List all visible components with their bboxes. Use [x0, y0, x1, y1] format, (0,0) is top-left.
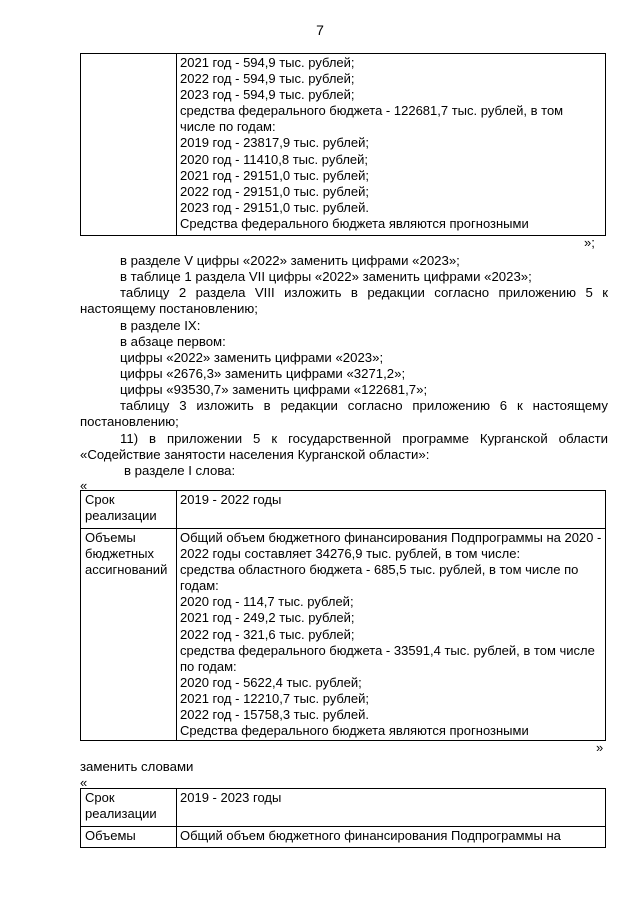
table-line: Средства федерального бюджета являются прогнозными — [180, 723, 529, 739]
table-line: 2021 год - 594,9 тыс. рублей; — [180, 55, 355, 70]
paragraph: в разделе I слова: — [124, 463, 236, 478]
table-value-cell — [177, 529, 605, 740]
table-line: 2021 год - 249,2 тыс. рублей; — [180, 610, 355, 626]
closing-quote: » — [596, 740, 604, 755]
table-line: 2022 год - 15758,3 тыс. рублей. — [180, 707, 369, 723]
table-label-cell: Срок реализации — [81, 789, 177, 826]
table-value-cell: 2019 - 2023 годы — [180, 790, 282, 805]
table-line: 2022 год - 321,6 тыс. рублей; — [180, 626, 355, 642]
table-continuation — [80, 53, 606, 236]
table-line: 2020 год - 114,7 тыс. рублей; — [180, 594, 354, 610]
paragraph: цифры «93530,7» заменить цифрами «122681,7»; — [120, 382, 428, 397]
closing-quote: »; — [584, 235, 595, 250]
table-line: 2021 год - 12210,7 тыс. рублей; — [180, 690, 369, 706]
table-line: средства областного бюджета - 685,5 тыс. рублей, в том числе по годам: — [180, 562, 579, 594]
table-label-cell: Срок реализации — [81, 491, 177, 528]
table-label-cell-empty — [81, 54, 177, 235]
table-line: средства федерального бюджета - 33591,4 тыс. рублей, в том числе по годам: — [180, 642, 595, 674]
table-line: Средства федерального бюджета являются прогнозными — [180, 215, 529, 231]
table-value-cell: 2019 - 2022 годы — [180, 492, 282, 507]
table-new-text — [80, 788, 606, 848]
paragraph: таблицу 3 изложить в редакции согласно приложению 6 к настоящему постановлению; — [80, 398, 608, 430]
table-line: 2023 год - 29151,0 тыс. рублей. — [180, 199, 369, 215]
table-label-cell: Объемы бюджетных ассигнований — [81, 529, 177, 740]
paragraph: заменить словами — [80, 759, 194, 774]
paragraph: в разделе V цифры «2022» заменить цифрами «2023»; — [120, 253, 460, 268]
paragraph: таблицу 2 раздела VIII изложить в редакции согласно приложению 5 к настоящему постановлению; — [80, 285, 608, 317]
table-line: Общий объем бюджетного финансирования Подпрограммы на 2020 - 2022 годы составляет 34276,9 тыс. рублей, в том числе: — [180, 530, 602, 562]
table-line: 2022 год - 29151,0 тыс. рублей; — [180, 183, 369, 199]
table-value-cell: Общий объем бюджетного финансирования Подпрограммы на — [180, 828, 561, 843]
table-label-cell: Объемы — [81, 827, 177, 847]
paragraph: в таблице 1 раздела VII цифры «2022» заменить цифрами «2023»; — [120, 269, 532, 284]
paragraph: в абзаце первом: — [120, 334, 226, 349]
table-line: 2020 год - 11410,8 тыс. рублей; — [180, 151, 369, 167]
table-line: 2022 год - 594,9 тыс. рублей; — [180, 71, 355, 87]
paragraph: 11) в приложении 5 к государственной программе Курганской области «Содействие занятости населения Курганской области»: — [80, 431, 608, 463]
table-old-text — [80, 490, 606, 741]
paragraph: цифры «2022» заменить цифрами «2023»; — [120, 350, 384, 365]
paragraph: в разделе IX: — [120, 318, 201, 333]
table-line: 2019 год - 23817,9 тыс. рублей; — [180, 135, 369, 151]
table-value-cell — [177, 54, 605, 235]
table-line: 2020 год - 5622,4 тыс. рублей; — [180, 674, 362, 690]
table-line: 2021 год - 29151,0 тыс. рублей; — [180, 167, 369, 183]
opening-quote: « — [80, 478, 88, 493]
page-number: 7 — [316, 22, 324, 38]
table-line: средства федерального бюджета - 122681,7 тыс. рублей, в том числе по годам: — [180, 103, 564, 135]
paragraph: цифры «2676,3» заменить цифрами «3271,2»; — [120, 366, 406, 381]
table-line: 2023 год - 594,9 тыс. рублей; — [180, 87, 355, 103]
opening-quote: « — [80, 775, 88, 790]
